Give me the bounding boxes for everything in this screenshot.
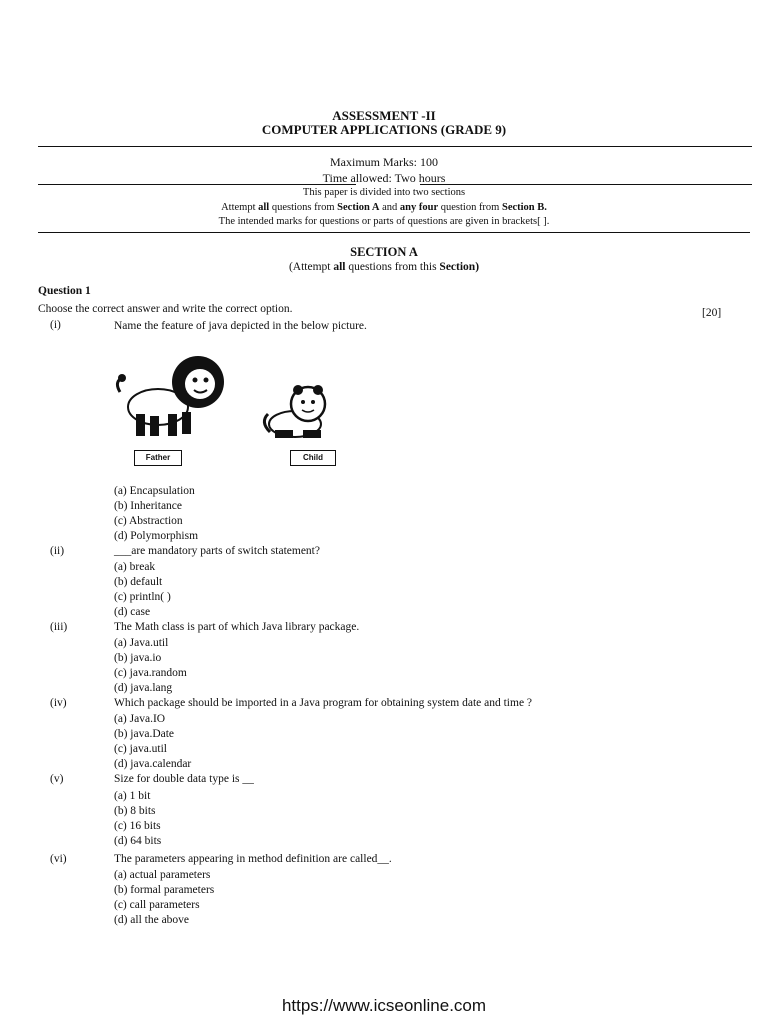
option: (b) 8 bits bbox=[114, 805, 156, 817]
note-attempt: Attempt all questions from Section A and any four question from Section B. bbox=[221, 202, 547, 213]
options-list bbox=[114, 789, 161, 849]
question-heading: Question 1 bbox=[38, 285, 91, 297]
question-marks: [20] bbox=[702, 307, 722, 319]
part-text: Name the feature of java depicted in the below picture. bbox=[114, 320, 367, 332]
option: (a) Encapsulation bbox=[114, 485, 195, 497]
option: (d) all the above bbox=[114, 914, 190, 926]
option: (c) java.random bbox=[114, 667, 187, 679]
part-number: (v) bbox=[50, 773, 64, 785]
section-subtitle: (Attempt all questions from this Section) bbox=[288, 261, 480, 273]
option: (b) java.Date bbox=[114, 728, 175, 740]
option: (d) case bbox=[114, 606, 151, 618]
option: (a) break bbox=[114, 561, 156, 573]
option: (a) 1 bit bbox=[114, 790, 151, 802]
part-text: The Math class is part of which Java library package. bbox=[114, 621, 360, 633]
part-text: Size for double data type is __ bbox=[114, 773, 254, 785]
option: (b) formal parameters bbox=[114, 884, 215, 896]
part-text: The parameters appearing in method definition are called__. bbox=[114, 853, 392, 865]
option: (c) call parameters bbox=[114, 899, 200, 911]
father-lion-icon bbox=[117, 356, 224, 436]
option: (b) java.io bbox=[114, 652, 162, 664]
divider bbox=[38, 184, 356, 185]
time-allowed: Time allowed: Two hours bbox=[322, 171, 446, 185]
note-marks: The intended marks for questions or parts of questions are given in brackets[ ]. bbox=[218, 216, 550, 227]
option: (c) println( ) bbox=[114, 591, 171, 603]
section-title: SECTION A bbox=[350, 245, 418, 259]
lion-illustration bbox=[110, 352, 350, 447]
option: (b) default bbox=[114, 576, 163, 588]
question-instruction: Choose the correct answer and write the correct option. bbox=[38, 303, 293, 315]
max-marks: Maximum Marks: 100 bbox=[330, 155, 438, 169]
divider bbox=[38, 232, 750, 233]
inheritance-figure bbox=[110, 352, 350, 472]
note-sections: This paper is divided into two sections bbox=[302, 187, 466, 198]
part-number: (iv) bbox=[50, 697, 67, 709]
exam-title: ASSESSMENT -II bbox=[332, 108, 436, 123]
option: (d) java.lang bbox=[114, 682, 173, 694]
options-list bbox=[114, 560, 171, 620]
option: (b) Inheritance bbox=[114, 500, 183, 512]
option: (d) 64 bits bbox=[114, 835, 162, 847]
part-number: (i) bbox=[50, 319, 61, 331]
divider bbox=[420, 184, 752, 185]
child-cub-icon bbox=[264, 385, 325, 438]
part-text: ___are mandatory parts of switch statement? bbox=[114, 545, 320, 557]
options-list bbox=[114, 868, 214, 928]
options-list bbox=[114, 712, 191, 772]
part-number: (ii) bbox=[50, 545, 65, 557]
exam-subtitle: COMPUTER APPLICATIONS (GRADE 9) bbox=[261, 122, 507, 137]
part-number: (iii) bbox=[50, 621, 68, 633]
part-number: (vi) bbox=[50, 853, 67, 865]
options-list bbox=[114, 636, 187, 696]
part-text: Which package should be imported in a Java program for obtaining system date and time ? bbox=[114, 697, 533, 709]
father-label: Father bbox=[134, 450, 182, 466]
footer-url[interactable]: https://www.icseonline.com bbox=[281, 996, 487, 1015]
option: (a) actual parameters bbox=[114, 869, 211, 881]
option: (a) Java.IO bbox=[114, 713, 166, 725]
option: (d) java.calendar bbox=[114, 758, 192, 770]
option: (c) java.util bbox=[114, 743, 168, 755]
options-list bbox=[114, 484, 198, 544]
child-label: Child bbox=[290, 450, 336, 466]
divider bbox=[38, 146, 752, 147]
option: (a) Java.util bbox=[114, 637, 169, 649]
option: (d) Polymorphism bbox=[114, 530, 199, 542]
option: (c) Abstraction bbox=[114, 515, 183, 527]
option: (c) 16 bits bbox=[114, 820, 161, 832]
